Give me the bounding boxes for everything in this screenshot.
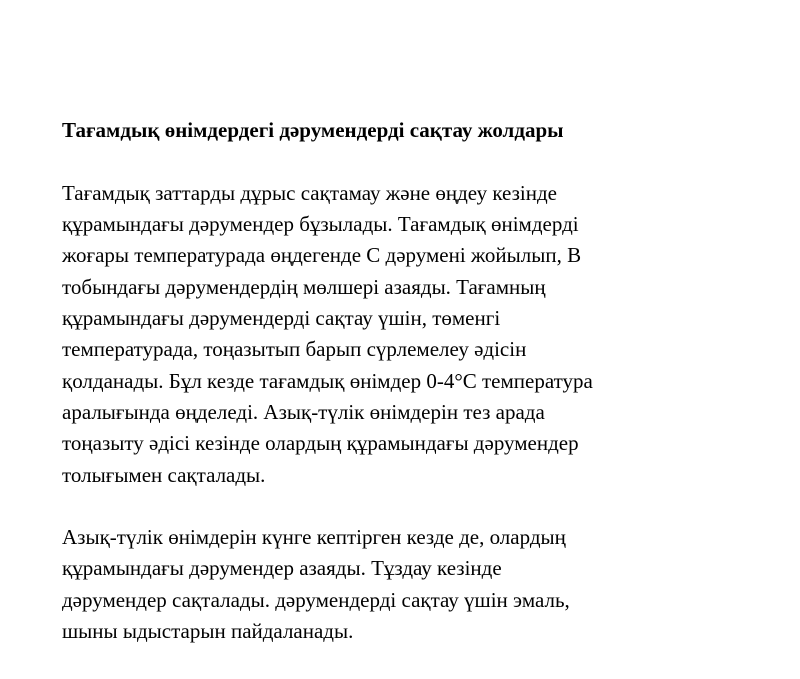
paragraph-1: Тағамдық заттарды дұрыс сақтамау және өңдеу кезінде құрамындағы дәрумендер бұзылады. Тағамдық өнімдерді жоғары температурада өңдегенде С дәрумені жойылып, В тобындағы дәрумендердің мөлшері азаяды. Тағамның құрамындағы дәрумендерді сақтау үшін, төменгі температурада, тоңазытып барып сүрлемелеу әдісін қолданады. Бұл кезде тағамдық өнімдер 0-4°С температура аралығында өңделеді. Азық-түлік өнімдерін тез арада тоңазыту әдісі кезінде олардың құрамындағы дәрумендер толығымен сақталады.	[62, 180, 593, 487]
document-title: Тағамдық өнімдердегі дәрумендерді сақтау жолдары	[62, 118, 564, 143]
paragraph-2: Азық-түлік өнімдерін күнге кептірген кезде де, олардың құрамындағы дәрумендер азаяды. Тұздау кезінде дәрумендер сақталады. дәрумендерді сақтау үшін эмаль, шыны ыдыстарын пайдаланады.	[62, 525, 570, 644]
text-block	[62, 84, 762, 679]
